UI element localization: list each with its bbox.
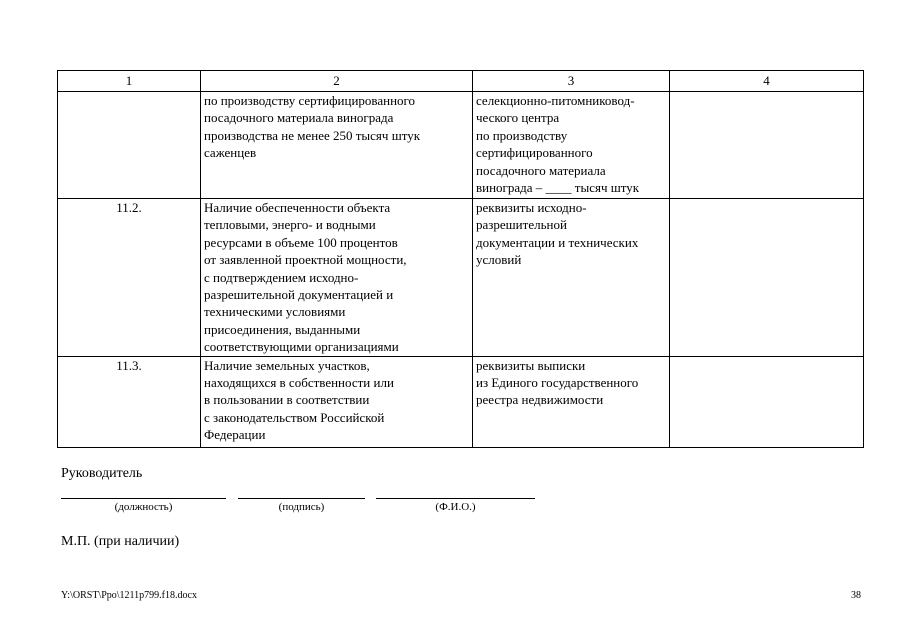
evidence-cell (473, 356, 670, 447)
signer-title: Руководитель (61, 466, 143, 481)
requirement-line: саженцев (204, 145, 257, 161)
evidence-line: разрешительной (476, 217, 567, 233)
requirement-line: производства не менее 250 тысяч штук (204, 127, 421, 143)
column-header-4: 4 (670, 71, 864, 92)
requirement-line: в пользовании в соответствии (204, 392, 370, 408)
requirement-line: с законодательством Российской (204, 409, 385, 425)
evidence-line: винограда – ____ тысяч штук (476, 180, 640, 196)
position-caption: (должность) (114, 501, 173, 513)
requirement-line: находящихся в собственности или (204, 375, 394, 391)
evidence-cell (473, 199, 670, 357)
evidence-line: реквизиты исходно- (476, 200, 587, 215)
evidence-line: сертифицированного (476, 145, 593, 161)
requirement-line: от заявленной проектной мощности, (204, 252, 407, 268)
evidence-line: селекционно-питомниковод- (476, 93, 635, 108)
position-signature-line (61, 498, 226, 499)
requirement-line: разрешительной документацией и (204, 287, 394, 303)
requirement-line: ресурсами в объеме 100 процентов (204, 234, 398, 250)
evidence-line: реестра недвижимости (476, 392, 604, 408)
requirement-cell (201, 92, 473, 199)
requirement-line: тепловыми, энерго- и водными (204, 217, 376, 233)
stamp-note: М.П. (при наличии) (61, 534, 180, 549)
evidence-line: из Единого государственного (476, 375, 639, 391)
column-header-2: 2 (201, 71, 473, 92)
requirements-table (57, 70, 864, 448)
evidence-line: по производству (476, 127, 568, 143)
requirement-line: Наличие обеспеченности объекта (204, 200, 391, 215)
page-number: 38 (851, 590, 861, 601)
evidence-cell (473, 92, 670, 199)
evidence-line: ческого центра (476, 110, 560, 126)
table-row (58, 92, 864, 199)
row-number-cell (58, 92, 201, 199)
table-header-row (58, 71, 864, 92)
evidence-line: документации и технических (476, 234, 639, 250)
evidence-line: условий (476, 252, 522, 268)
name-signature-line (376, 498, 535, 499)
row-number-cell: 11.3. (58, 356, 201, 447)
column-header-1: 1 (58, 71, 201, 92)
table-row (58, 199, 864, 357)
requirement-line: с подтверждением исходно- (204, 269, 359, 285)
column-header-3: 3 (473, 71, 670, 92)
notes-cell (670, 356, 864, 447)
name-caption: (Ф.И.О.) (435, 501, 476, 513)
requirement-cell (201, 356, 473, 447)
table-row (58, 356, 864, 447)
requirement-line: присоединения, выданными (204, 321, 361, 337)
requirement-line: Наличие земельных участков, (204, 357, 370, 373)
requirement-line: Федерации (204, 427, 266, 443)
requirement-line: посадочного материала винограда (204, 110, 394, 126)
row-number-cell: 11.2. (58, 199, 201, 357)
footer-file-path: Y:\ORST\Ppo\1211p799.f18.docx (61, 590, 197, 601)
requirement-line: по производству сертифицированного (204, 93, 416, 108)
evidence-line: посадочного материала (476, 162, 606, 178)
signature-caption: (подпись) (278, 501, 325, 513)
requirement-line: техническими условиями (204, 304, 346, 320)
signature-line (238, 498, 365, 499)
requirement-line: соответствующими организациями (204, 339, 399, 355)
notes-cell (670, 92, 864, 199)
evidence-line: реквизиты выписки (476, 357, 586, 373)
notes-cell (670, 199, 864, 357)
requirement-cell (201, 199, 473, 357)
